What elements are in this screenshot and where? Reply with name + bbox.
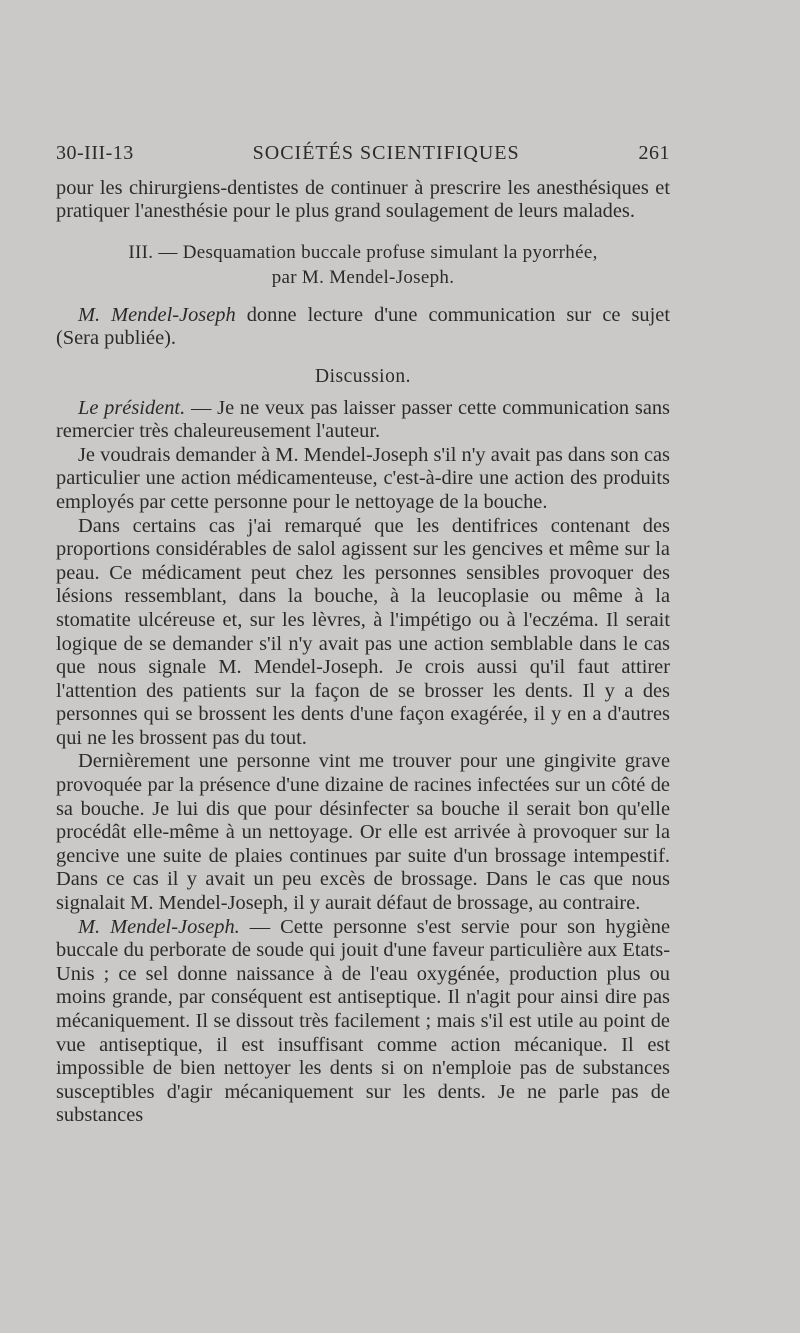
lecture-paragraph (56, 304, 670, 351)
lecture-speaker: M. Mendel-Joseph (78, 303, 236, 326)
president-paragraph-1 (56, 397, 670, 444)
section-heading (56, 240, 670, 290)
section-heading-line1: III. — Desquamation buccale profuse simulant la pyorrhée, (128, 241, 598, 263)
running-head (56, 142, 670, 166)
text-block (56, 142, 670, 1128)
section-heading-line2: par M. Mendel-Joseph. (271, 266, 455, 288)
reply-paragraph (56, 916, 670, 1128)
discussion-heading: Discussion. (315, 365, 411, 387)
reply-text: — Cette personne s'est servie pour son hygiène buccale du perborate de soude qui jouit d'une faveur particulière aux Etats-Unis ; ce sel donne naissance à de l'eau oxygénée, production plus ou moins grande, par conséquent est antiseptique. Il n'agit pour ainsi dire pas mécaniquement. Il se dissout très facilement ; mais s'il est utile au point de vue antiseptique, il est insuffisant comme action mécanique. Il est impossible de bien nettoyer les dents si on n'emploie pas de substances susceptibles d'agir mécaniquement sur les dents. Je ne parle pas de substances (56, 915, 670, 1127)
intro-paragraph: pour les chirurgiens-dentistes de continuer à prescrire les anesthésiques et pratiquer l'anesthésie pour le plus grand soulagement de leurs malades. (56, 176, 670, 223)
president-paragraph-2: Je voudrais demander à M. Mendel-Joseph s'il n'y avait pas dans son cas particulier une action médicamenteuse, c'est-à-dire une action des produits employés par cette personne pour le nettoyage de la bouche. (56, 443, 670, 513)
lecture-text: donne lecture d'une communication sur ce sujet (Sera publiée). (56, 303, 670, 350)
header-date: 30-III-13 (56, 142, 134, 164)
page-number: 261 (638, 142, 670, 164)
president-text-1: — Je ne veux pas laisser passer cette communication sans remercier très chaleureusement l'auteur. (56, 396, 670, 443)
president-paragraph-4: Dernièrement une personne vint me trouver pour une gingivite grave provoquée par la présence d'une dizaine de racines infectées sur un côté de sa bouche. Je lui dis que pour désinfecter sa bouche il serait bon qu'elle procédât elle-même à un nettoyage. Or elle est arrivée à provoquer sur la gencive une suite de plaies continues par suite d'un brossage intempestif. Dans ce cas il y avait un peu excès de brossage. Dans le cas que nous signalait M. Mendel-Joseph, il y aurait défaut de brossage, au contraire. (56, 750, 670, 915)
reply-speaker: M. Mendel-Joseph. (78, 915, 240, 938)
president-paragraph-3: Dans certains cas j'ai remarqué que les dentifrices contenant des proportions considérables de salol agissent sur les gencives et même sur la peau. Ce médicament peut chez les personnes sensibles provoquer des lésions ressemblant, dans la bouche, à la leucoplasie ou même à la stomatite ulcéreuse et, sur les lèvres, à l'impétigo ou à l'eczéma. Il serait logique de se demander s'il n'y avait pas une action semblable dans le cas que nous signale M. Mendel-Joseph. Je crois aussi qu'il faut attirer l'attention des patients sur la façon de se brosser les dents. Il y a des personnes qui se brossent les dents d'une façon exagérée, il y en a d'autres qui ne les brossent pas du tout. (56, 514, 670, 749)
header-title: SOCIÉTÉS SCIENTIFIQUES (252, 142, 520, 164)
president-speaker: Le président. (78, 396, 186, 419)
